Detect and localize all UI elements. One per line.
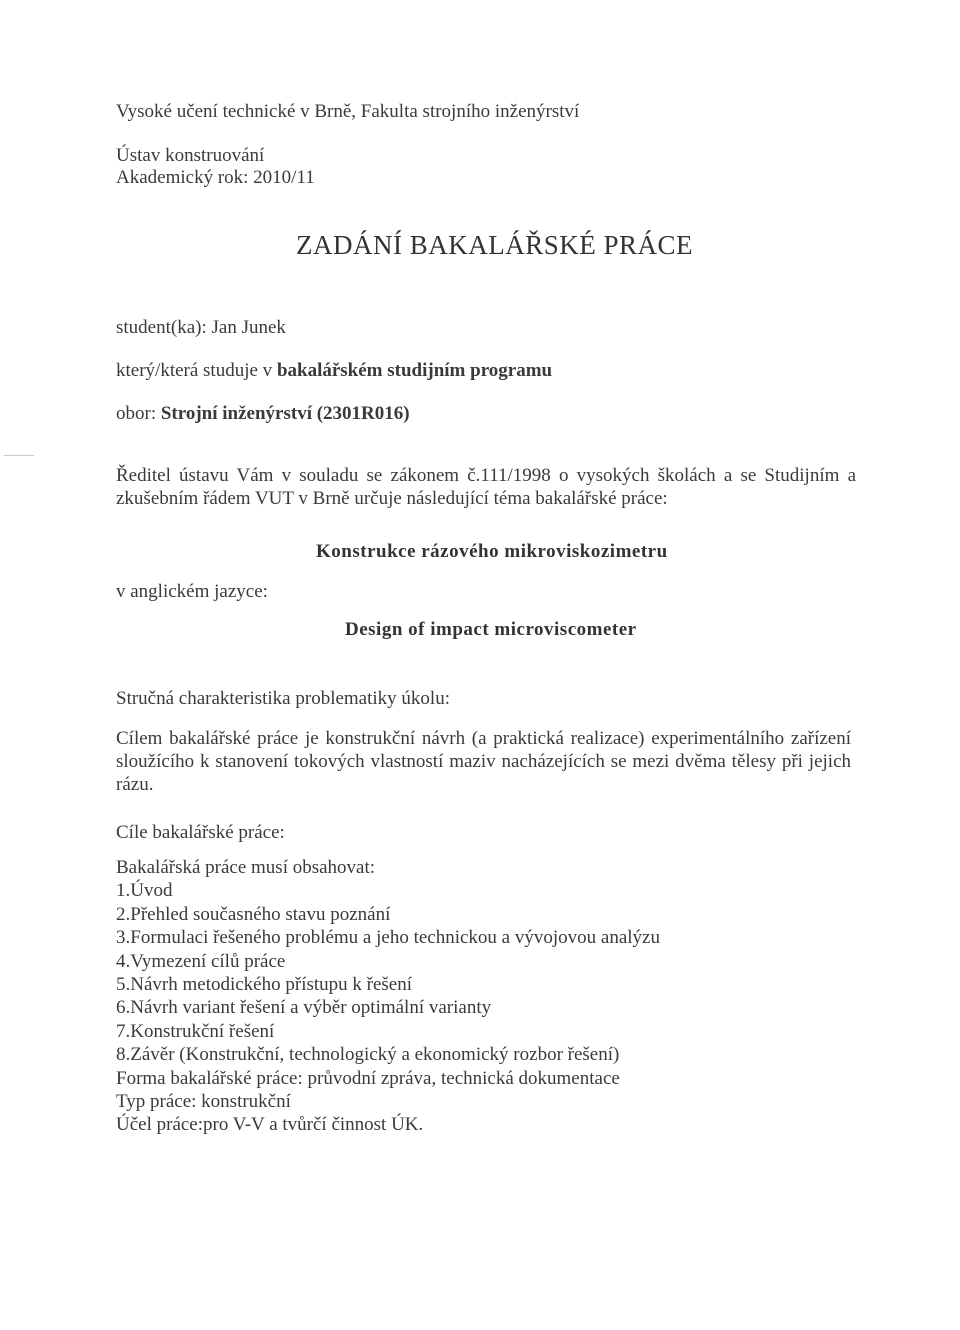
academic-year-line: Akademický rok: 2010/11 [116, 167, 315, 188]
intro-paragraph: Ředitel ústavu Vám v souladu se zákonem č.111/1998 o vysokých školách a se Studijním a zkušebním řádem VUT v Brně určuje následující téma bakalářské práce: [116, 465, 856, 509]
list-item: 5.Návrh metodického přístupu k řešení [116, 974, 413, 996]
characteristics-text: Cílem bakalářské práce je konstrukční návrh (a praktická realizace) experimentálního zařízení sloužícího k stanovení tokových vlastností maziv nacházejících se mezi dvěma tělesy při jejich rázu. [116, 728, 851, 795]
goals-list [116, 856, 660, 1137]
scan-artifact [4, 455, 34, 456]
field-label: obor: [116, 403, 161, 424]
list-item: 1.Úvod [116, 880, 173, 902]
field-name: Strojní inženýrství (2301R016) [160, 403, 410, 424]
list-item: Účel práce:pro V-V a tvůrčí činnost ÚK. [116, 1114, 424, 1136]
list-item: 4.Vymezení cílů práce [116, 950, 286, 972]
list-item: Bakalářská práce musí obsahovat: [116, 857, 376, 878]
program-line [116, 360, 552, 382]
student-label: student(ka): [116, 317, 212, 338]
list-item: 8.Závěr (Konstrukční, technologický a ekonomický rozbor řešení) [116, 1044, 620, 1066]
program-name: bakalářském studijním programu [276, 360, 553, 381]
field-line [116, 403, 410, 425]
topic-english: Design of impact microviscometer [345, 619, 637, 640]
english-label: v anglickém jazyce: [116, 581, 268, 602]
program-label: který/která studuje v [116, 360, 277, 381]
student-name: Jan Junek [211, 317, 286, 338]
department-line: Ústav konstruování [116, 145, 265, 166]
goals-heading: Cíle bakalářské práce: [116, 822, 285, 843]
student-line [116, 317, 286, 339]
topic-czech: Konstrukce rázového mikroviskozimetru [316, 541, 668, 562]
list-item: 2.Přehled současného stavu poznání [116, 903, 391, 925]
list-item: Forma bakalářské práce: průvodní zpráva, technická dokumentace [116, 1067, 620, 1089]
document-title: ZADÁNÍ BAKALÁŘSKÉ PRÁCE [296, 230, 694, 260]
list-item: Typ práce: konstrukční [116, 1091, 291, 1113]
list-item: 7.Konstrukční řešení [116, 1020, 275, 1042]
institution-line: Vysoké učení technické v Brně, Fakulta strojního inženýrství [116, 101, 580, 122]
list-item: 6.Návrh variant řešení a výběr optimální varianty [116, 997, 492, 1019]
list-item: 3.Formulaci řešeného problému a jeho technickou a vývojovou analýzu [116, 927, 660, 949]
characteristics-heading: Stručná charakteristika problematiky úkolu: [116, 688, 450, 709]
